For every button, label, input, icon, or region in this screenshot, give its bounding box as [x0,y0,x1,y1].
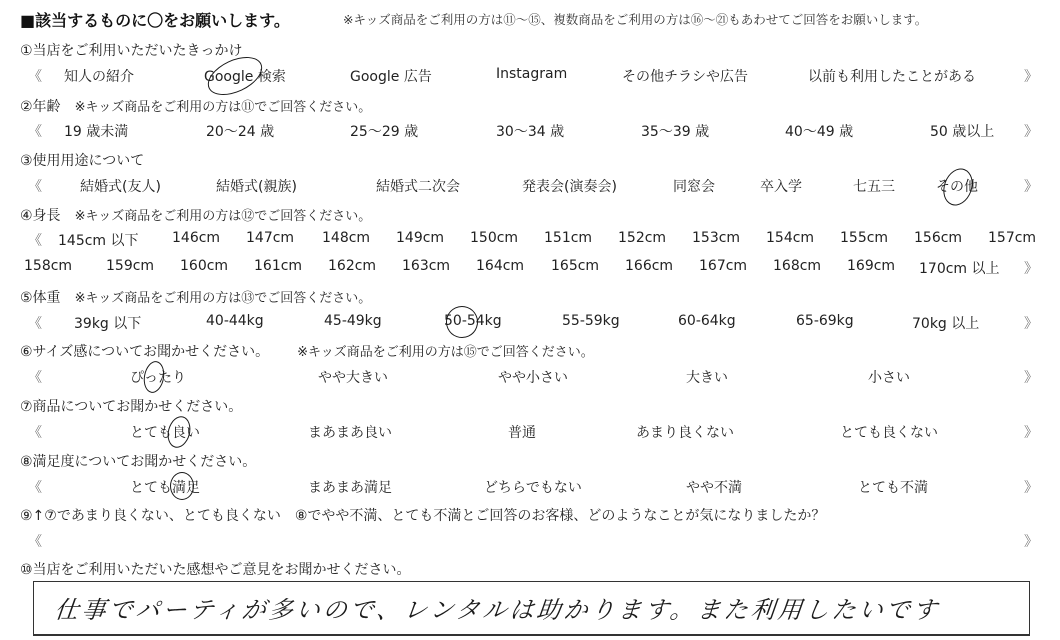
close-bracket: 》 [1024,534,1038,550]
q4-option[interactable]: 145cm 以下 [58,233,139,249]
open-bracket: 《 [28,233,42,249]
q4-option[interactable]: 157cm [988,230,1037,246]
q6-option-large[interactable]: 大きい [686,370,728,386]
q4-option[interactable]: 148cm [322,230,371,246]
q5-option-39-under[interactable]: 39kg 以下 [74,316,142,332]
q3-option-wedding-friend[interactable]: 結婚式(友人) [80,179,161,195]
close-bracket: 》 [1024,316,1038,332]
q4-option[interactable]: 164cm [476,258,525,274]
q1-option-repeat[interactable]: 以前も利用したことがある [808,69,976,85]
q4-option[interactable]: 146cm [172,230,221,246]
q10-handwritten-answer: 仕事でパーティが多いので、レンタルは助かります。また利用したいです [53,596,942,624]
close-bracket: 》 [1024,69,1038,85]
q4-option[interactable]: 156cm [914,230,963,246]
q3-option-other[interactable]: その他 [936,179,978,195]
q5-option-40-44[interactable]: 40-44kg [206,313,264,329]
open-bracket: 《 [28,480,42,496]
q1-option-instagram[interactable]: Instagram [496,66,568,82]
close-bracket: 》 [1024,124,1038,140]
q8-option-fairly-satisfied[interactable]: まあまあ満足 [308,480,392,496]
q5-option-60-64[interactable]: 60-64kg [678,313,736,329]
question-6-label: ⑥サイズ感についてお聞かせください。 ※キッズ商品をご利用の方は⑮でご回答ください。 [20,344,594,360]
q5-option-45-49[interactable]: 45-49kg [324,313,382,329]
q6-option-slightly-small[interactable]: やや小さい [498,370,568,386]
q5-option-65-69[interactable]: 65-69kg [796,313,854,329]
question-7-label: ⑦商品についてお聞かせください。 [20,399,243,415]
q7-option-very-good[interactable]: とても良い [130,425,200,441]
q4-option[interactable]: 161cm [254,258,303,274]
q4-option[interactable]: 149cm [396,230,445,246]
q4-option[interactable]: 151cm [544,230,593,246]
open-bracket: 《 [28,124,42,140]
q4-option[interactable]: 167cm [699,258,748,274]
q4-option[interactable]: 166cm [625,258,674,274]
q4-option[interactable]: 160cm [180,258,229,274]
q3-option-recital[interactable]: 発表会(演奏会) [522,179,617,195]
q2-option-35-39[interactable]: 35～39 歳 [641,124,710,140]
open-bracket: 《 [28,69,42,85]
q1-option-referral[interactable]: 知人の紹介 [64,69,134,85]
open-bracket: 《 [28,316,42,332]
q1-option-flyers[interactable]: その他チラシや広告 [622,69,748,85]
q6-option-slightly-large[interactable]: やや大きい [318,370,388,386]
question-5-label: ⑤体重 ※キッズ商品をご利用の方は⑬でご回答ください。 [20,290,372,306]
q3-option-wedding-family[interactable]: 結婚式(親族) [216,179,297,195]
q4-option[interactable]: 147cm [246,230,295,246]
q4-option[interactable]: 154cm [766,230,815,246]
question-8-label: ⑧満足度についてお聞かせください。 [20,454,257,470]
question-9-label: ⑨↑⑦であまり良くない、とても良くない ⑧でやや不満、とても不満とご回答のお客様、どのようなことが気になりましたか？ [20,508,826,524]
q4-option[interactable]: 158cm [24,258,73,274]
form-title: ■該当するものに〇をお願いします。 [20,11,290,30]
q4-option[interactable]: 159cm [106,258,155,274]
q3-option-reunion[interactable]: 同窓会 [673,179,715,195]
q8-option-neutral[interactable]: どちらでもない [484,480,582,496]
open-bracket: 《 [28,370,42,386]
close-bracket: 》 [1024,261,1038,277]
q8-option-very-satisfied[interactable]: とても満足 [130,480,200,496]
q2-option-40-49[interactable]: 40～49 歳 [785,124,854,140]
close-bracket: 》 [1024,179,1038,195]
q3-option-shichigosan[interactable]: 七五三 [853,179,895,195]
form-note: ※キッズ商品をご利用の方は⑪～⑮、複数商品をご利用の方は⑯～㉑もあわせてご回答をお願いします。 [343,12,928,27]
q6-option-small[interactable]: 小さい [868,370,910,386]
open-bracket: 《 [28,534,42,550]
question-1-label: ①当店をご利用いただいたきっかけ [20,43,243,59]
q3-option-graduation[interactable]: 卒入学 [760,179,802,195]
q7-option-very-bad[interactable]: とても良くない [840,425,938,441]
open-bracket: 《 [28,425,42,441]
q4-option[interactable]: 152cm [618,230,667,246]
question-2-label: ②年齢 ※キッズ商品をご利用の方は⑪でご回答ください。 [20,99,372,115]
q2-option-20-24[interactable]: 20～24 歳 [206,124,275,140]
q1-option-google-ads[interactable]: Google 広告 [350,69,432,85]
q4-option[interactable]: 168cm [773,258,822,274]
close-bracket: 》 [1024,480,1038,496]
q4-option[interactable]: 153cm [692,230,741,246]
q4-option[interactable]: 170cm 以上 [919,261,1000,277]
q4-option[interactable]: 155cm [840,230,889,246]
selection-circle [170,472,194,500]
selection-circle [141,360,166,395]
q8-option-slightly-dissatisfied[interactable]: やや不満 [686,480,742,496]
q5-option-50-54[interactable]: 50-54kg [444,313,502,329]
q2-option-30-34[interactable]: 30～34 歳 [496,124,565,140]
selection-circle [938,164,977,209]
q2-option-25-29[interactable]: 25～29 歳 [350,124,419,140]
q7-option-fairly-good[interactable]: まあまあ良い [308,425,392,441]
q4-option[interactable]: 165cm [551,258,600,274]
q5-option-55-59[interactable]: 55-59kg [562,313,620,329]
q7-option-average[interactable]: 普通 [508,425,536,441]
q6-option-perfect[interactable]: ぴったり [130,370,186,386]
q8-option-very-dissatisfied[interactable]: とても不満 [858,480,928,496]
open-bracket: 《 [28,179,42,195]
q4-option[interactable]: 169cm [847,258,896,274]
selection-circle [441,301,484,344]
question-3-label: ③使用用途について [20,153,145,169]
q4-option[interactable]: 150cm [470,230,519,246]
q2-option-under-19[interactable]: 19 歳未満 [64,124,129,140]
q7-option-not-good[interactable]: あまり良くない [636,425,734,441]
question-4-label: ④身長 ※キッズ商品をご利用の方は⑫でご回答ください。 [20,208,372,224]
close-bracket: 》 [1024,425,1038,441]
q9-answer-field[interactable] [64,531,1004,549]
q5-option-70-plus[interactable]: 70kg 以上 [912,316,980,332]
question-10-label: ⑩当店をご利用いただいた感想やご意見をお聞かせください。 [20,562,411,578]
selection-circle [164,414,194,451]
q4-option[interactable]: 163cm [402,258,451,274]
q4-option[interactable]: 162cm [328,258,377,274]
close-bracket: 》 [1024,370,1038,386]
q3-option-after-party[interactable]: 結婚式二次会 [376,179,460,195]
q1-option-google-search[interactable]: Google 検索 [204,69,286,85]
q2-option-50-plus[interactable]: 50 歳以上 [930,124,995,140]
